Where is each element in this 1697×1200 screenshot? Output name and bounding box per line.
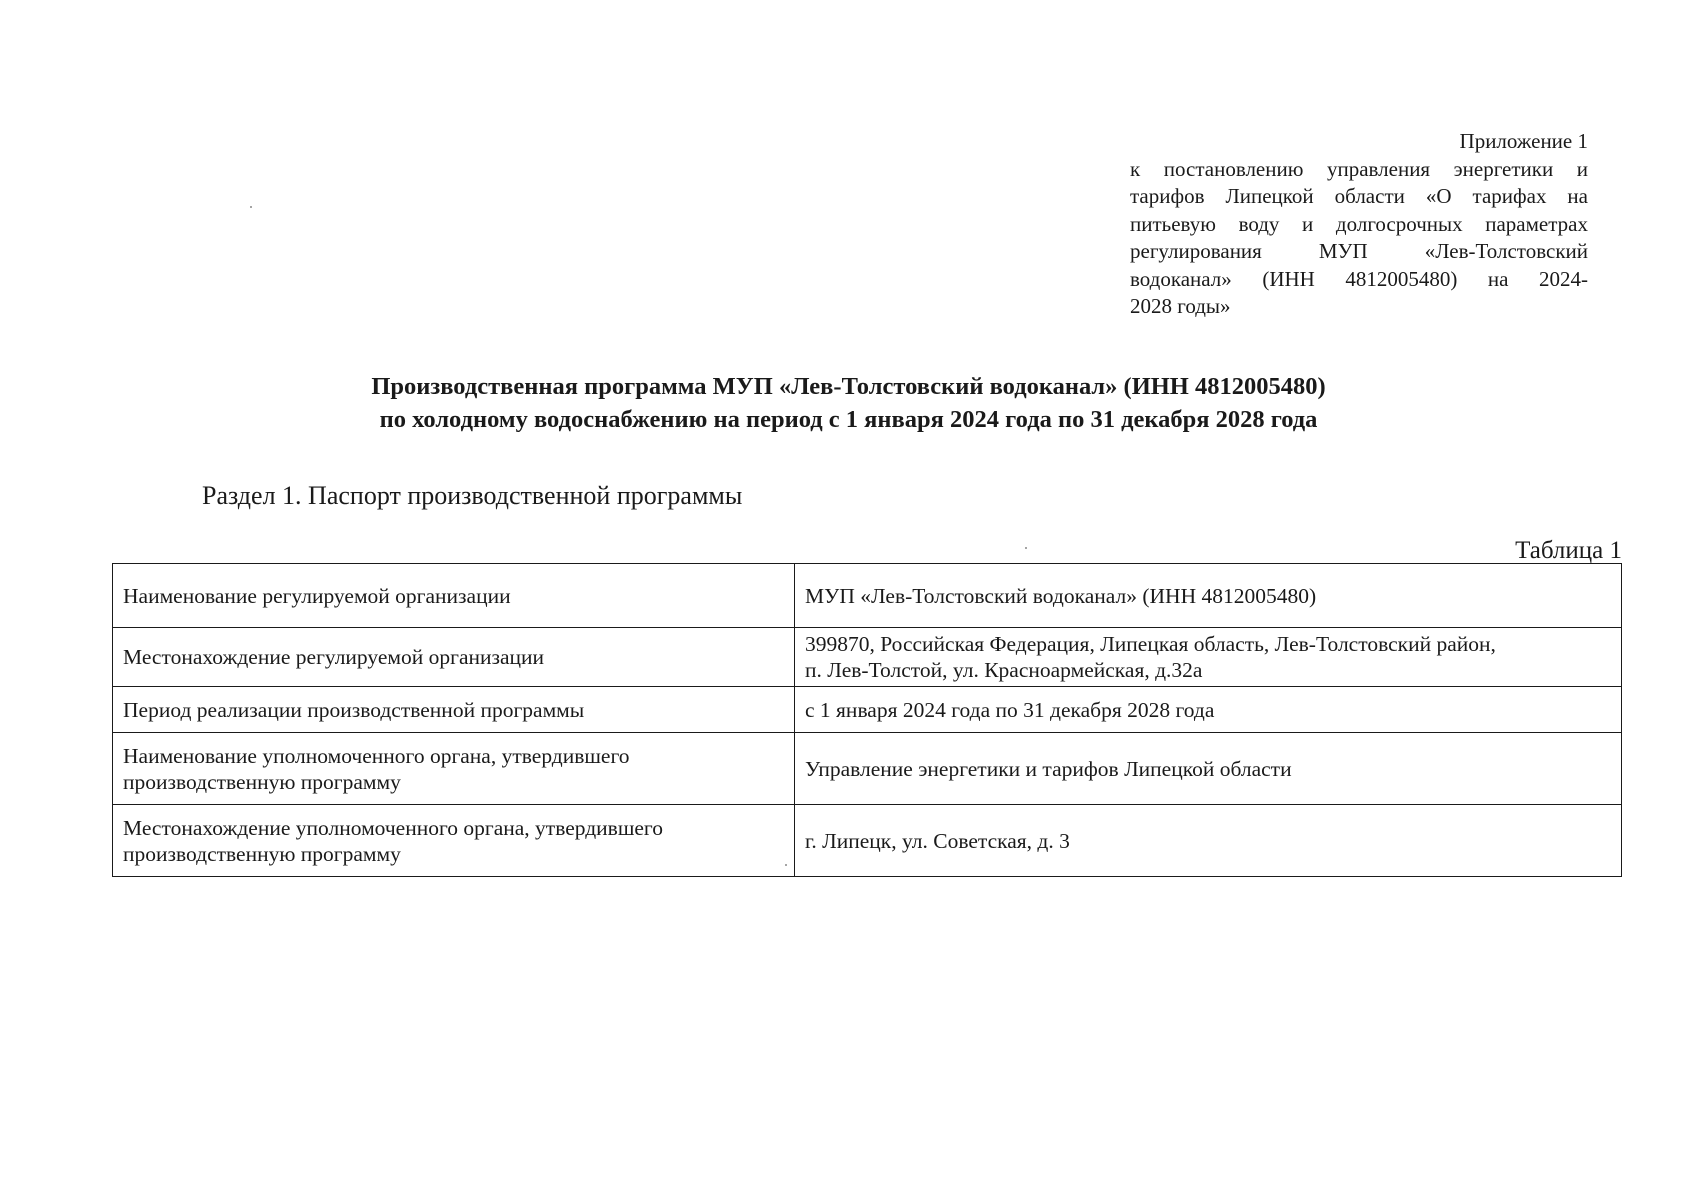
document-title-line: Производственная программа МУП «Лев-Толстовский водоканал» (ИНН 4812005480): [371, 373, 1326, 400]
table-cell-label: [113, 805, 795, 877]
cell-text: Местонахождение регулируемой организации: [123, 645, 545, 669]
table-row: [113, 628, 1622, 687]
scan-speck: [250, 206, 252, 208]
table-cell-value: [795, 805, 1622, 877]
table-cell-value: [795, 564, 1622, 628]
cell-text-line: Местонахождение уполномоченного органа, утвердившего: [123, 815, 663, 840]
table-cell-value: [795, 687, 1622, 733]
annex-line: регулирования МУП «Лев-Толстовский: [1130, 239, 1588, 263]
passport-table: [112, 563, 1622, 877]
annex-line: 2028 годы»: [1130, 294, 1231, 318]
cell-text: г. Липецк, ул. Советская, д. 3: [805, 828, 1070, 853]
cell-text: Период реализации производственной программы: [123, 697, 585, 722]
cell-text-line: Наименование уполномоченного органа, утвердившего: [123, 743, 630, 768]
table-cell-label: [113, 564, 795, 628]
table-label: Таблица 1: [1515, 537, 1622, 564]
annex-line: тарифов Липецкой области «О тарифах на: [1130, 184, 1588, 208]
cell-text: Управление энергетики и тарифов Липецкой области: [805, 756, 1292, 781]
annex-title: Приложение 1: [1459, 129, 1588, 153]
cell-text: Наименование регулируемой организации: [123, 583, 511, 608]
cell-text-line: 399870, Российская Федерация, Липецкая область, Лев-Толстовский район,: [805, 632, 1496, 656]
table-cell-label: [113, 687, 795, 733]
table-row: [113, 733, 1622, 805]
cell-text: МУП «Лев-Толстовский водоканал» (ИНН 4812005480): [805, 583, 1317, 608]
table-row: [113, 564, 1622, 628]
cell-text: с 1 января 2024 года по 31 декабря 2028 года: [805, 697, 1215, 722]
annex-line: питьевую воду и долгосрочных параметрах: [1130, 211, 1588, 236]
table-cell-label: [113, 628, 795, 687]
cell-text-line: производственную программу: [123, 769, 401, 794]
document-title: [0, 370, 1697, 436]
annex-line: водоканал» (ИНН 4812005480) на 2024-: [1130, 266, 1588, 291]
table-row: [113, 687, 1622, 733]
table-row: [113, 805, 1622, 877]
cell-text-line: производственную программу: [123, 841, 401, 866]
section-title: Раздел 1. Паспорт производственной программы: [202, 481, 743, 510]
table-cell-value: [795, 733, 1622, 805]
cell-text-line: п. Лев-Толстой, ул. Красноармейская, д.32а: [805, 658, 1203, 682]
annex-block: [1130, 128, 1588, 321]
annex-line: к постановлению управления энергетики и: [1130, 156, 1588, 181]
table-cell-label: [113, 733, 795, 805]
scan-speck: [785, 864, 787, 866]
document-title-line: по холодному водоснабжению на период с 1 января 2024 года по 31 декабря 2028 года: [379, 406, 1318, 433]
scan-speck: [1025, 547, 1027, 549]
table-cell-value: [795, 628, 1622, 687]
